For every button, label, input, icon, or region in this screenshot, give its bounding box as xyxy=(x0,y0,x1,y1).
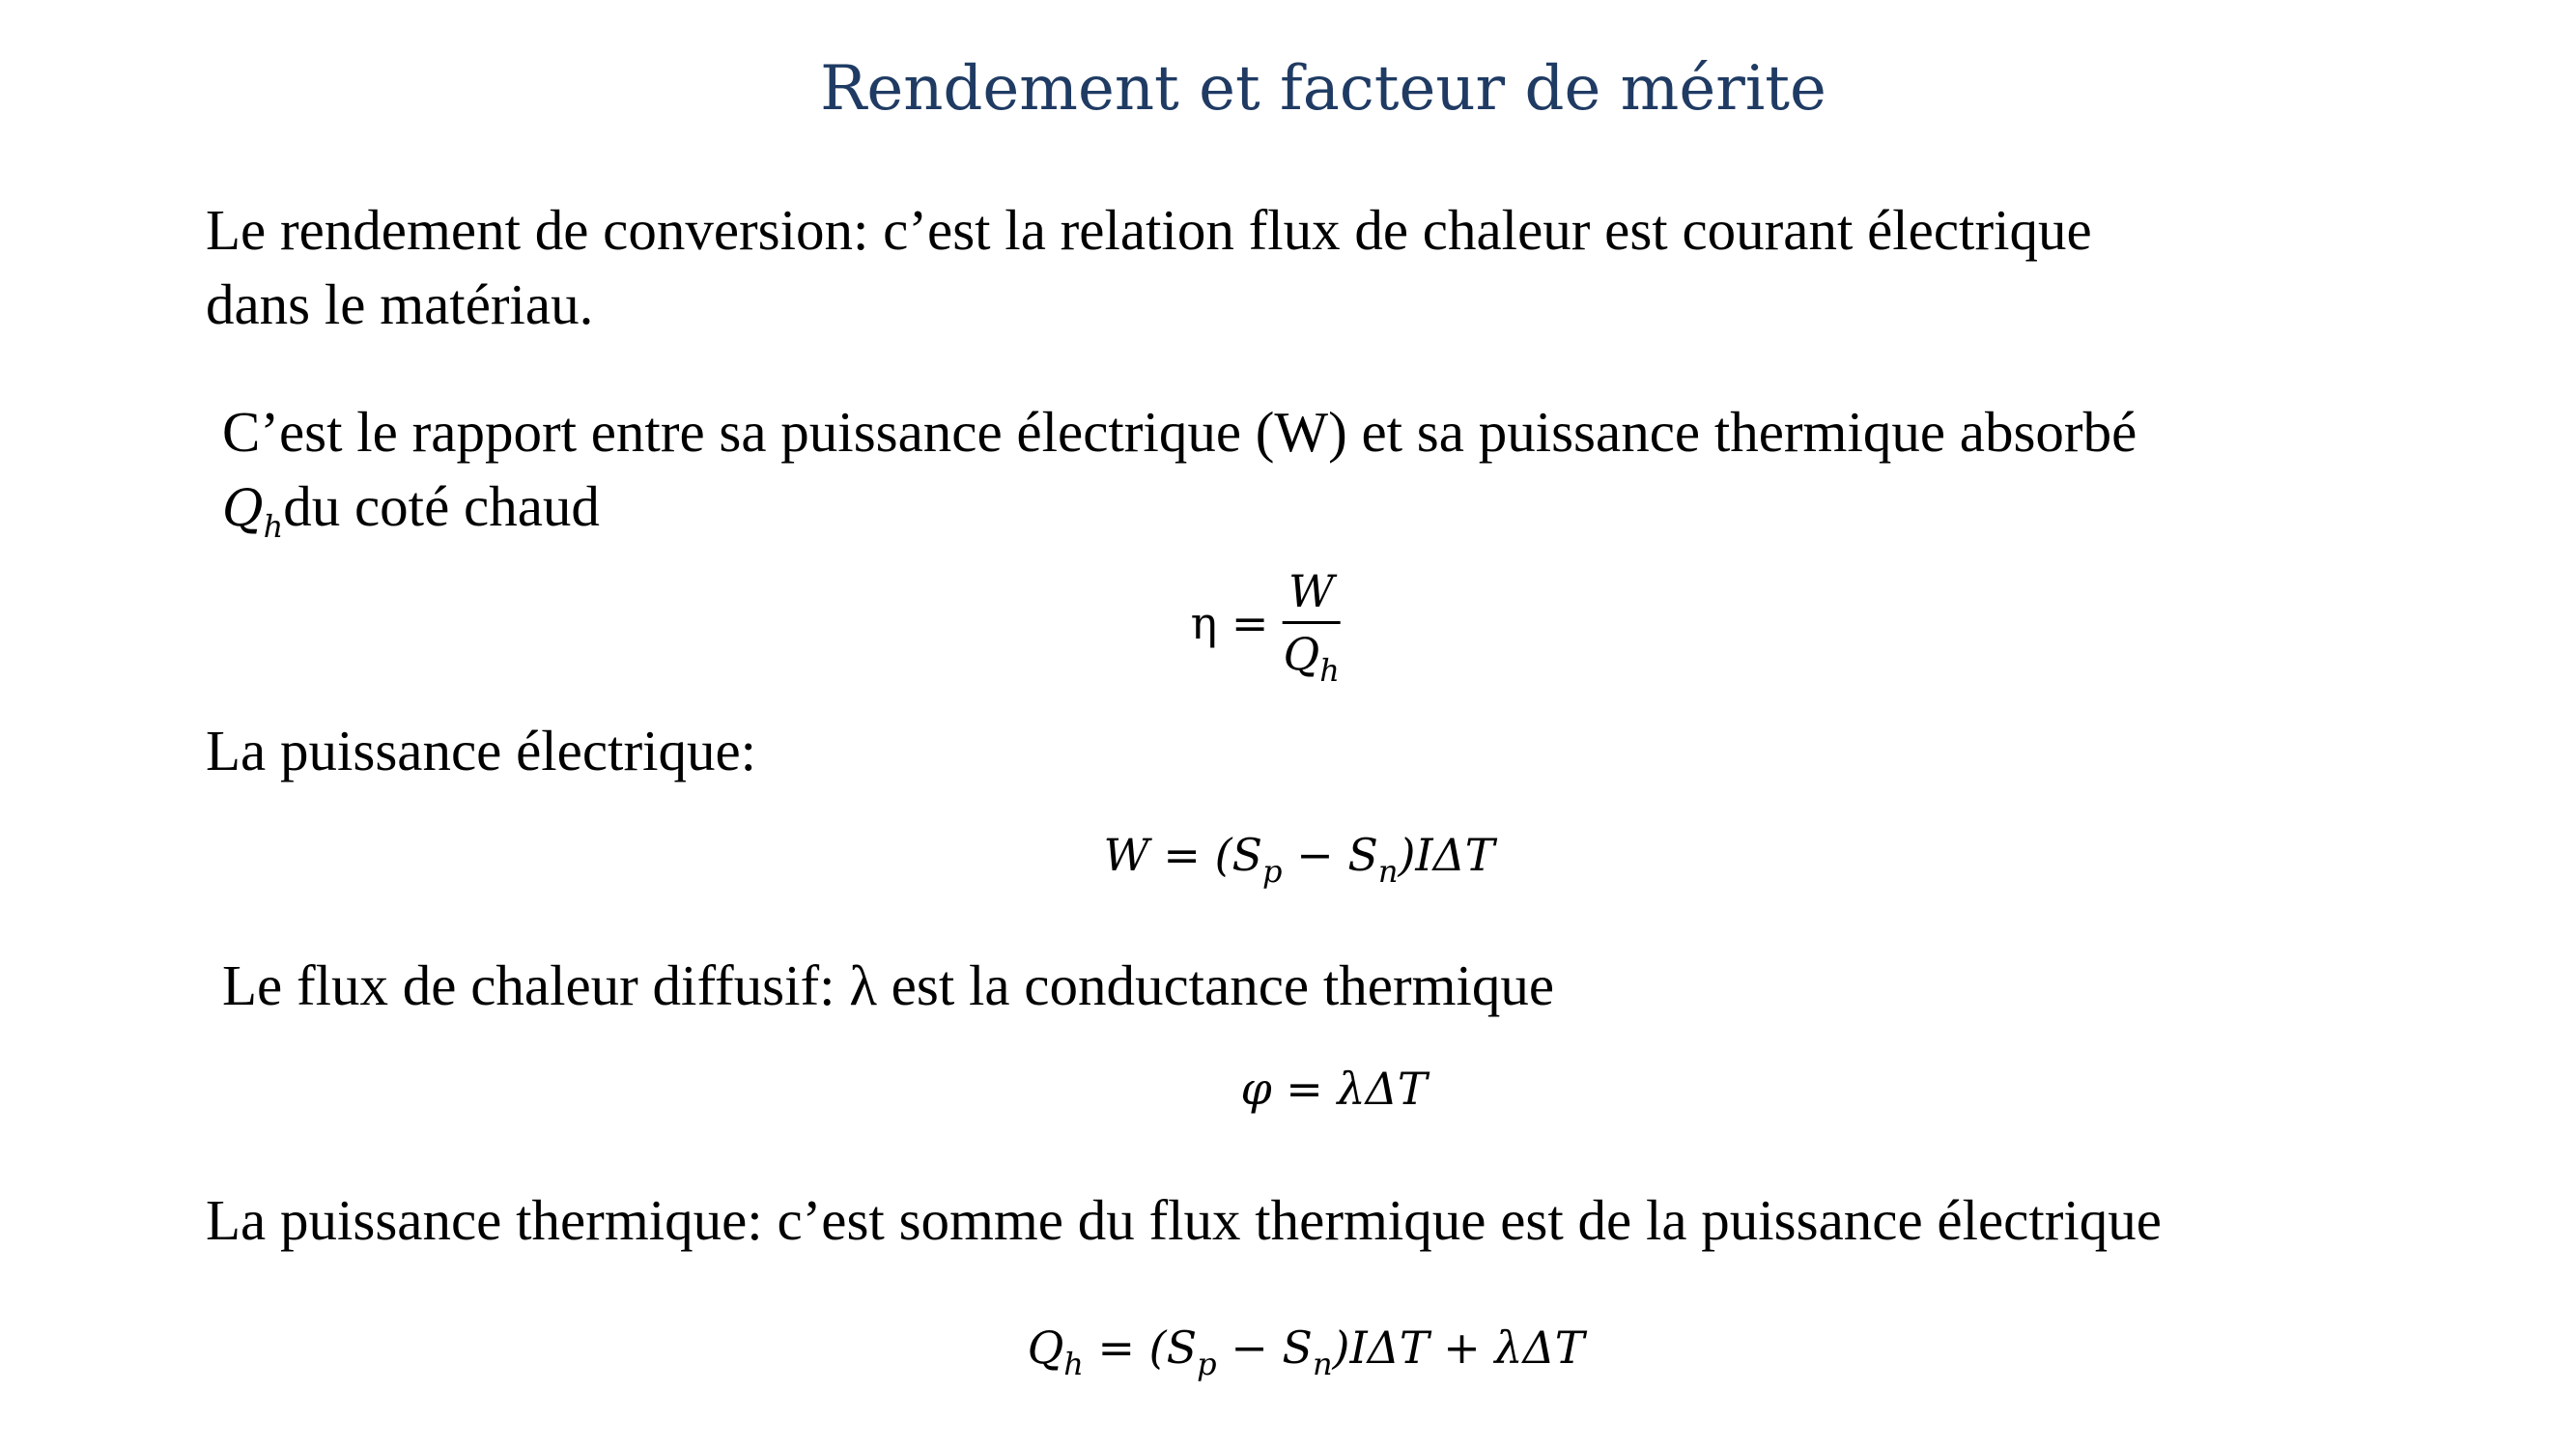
slide-title: Rendement et facteur de mérite xyxy=(820,53,1826,125)
eq-qh-sub-h: h xyxy=(1063,1346,1084,1382)
eq-w-part-c: )IΔT xyxy=(1398,829,1495,881)
eq-eta-fraction xyxy=(1283,565,1340,689)
eq-eta-numerator: W xyxy=(1283,565,1340,624)
eq-w-sub-p: p xyxy=(1262,853,1283,890)
eq-w-part-a: W = (S xyxy=(1103,829,1263,881)
var-q: Q xyxy=(222,480,264,538)
paragraph-ratio-line2 xyxy=(222,469,600,563)
paragraph-conversion-line2: dans le matériau. xyxy=(206,272,594,336)
ratio-line2-text: du coté chaud xyxy=(283,474,600,538)
eq-qh-q: Q xyxy=(1027,1321,1064,1374)
eq-w-part-b: − S xyxy=(1282,829,1378,881)
eq-phi: φ = λΔT xyxy=(1240,1063,1428,1115)
equation-thermal-power xyxy=(1028,1321,1585,1382)
eq-eta-lhs: η = xyxy=(1190,597,1269,649)
equation-electric-power xyxy=(1104,829,1495,890)
paragraph-heat-flux: Le flux de chaleur diffusif: λ est la conductance thermique xyxy=(222,953,1555,1017)
paragraph-electric-power: La puissance électrique: xyxy=(206,719,757,782)
eq-qh-part-b: = (S xyxy=(1083,1321,1198,1374)
paragraph-ratio-line1: C’est le rapport entre sa puissance électrique (W) et sa puissance thermique absorbé xyxy=(222,400,2137,464)
equation-heat-flux xyxy=(1240,1063,1427,1115)
eq-eta-den-sub: h xyxy=(1319,652,1340,689)
eq-qh-part-c: − S xyxy=(1216,1321,1313,1374)
eq-qh-sub-p: p xyxy=(1197,1346,1217,1382)
eq-w-sub-n: n xyxy=(1377,853,1399,890)
paragraph-conversion-line1: Le rendement de conversion: c’est la relation flux de chaleur est courant électrique xyxy=(206,198,2092,262)
eq-eta-denominator xyxy=(1284,624,1340,689)
equation-efficiency xyxy=(1191,565,1341,689)
eq-qh-part-d: )IΔT + λΔT xyxy=(1332,1321,1585,1374)
eq-eta-den-var: Q xyxy=(1283,628,1320,680)
paragraph-thermal-power: La puissance thermique: c’est somme du flux thermique est de la puissance électrique xyxy=(206,1188,2162,1252)
eq-qh-sub-n: n xyxy=(1312,1346,1333,1382)
var-q-sub: h xyxy=(263,508,284,545)
